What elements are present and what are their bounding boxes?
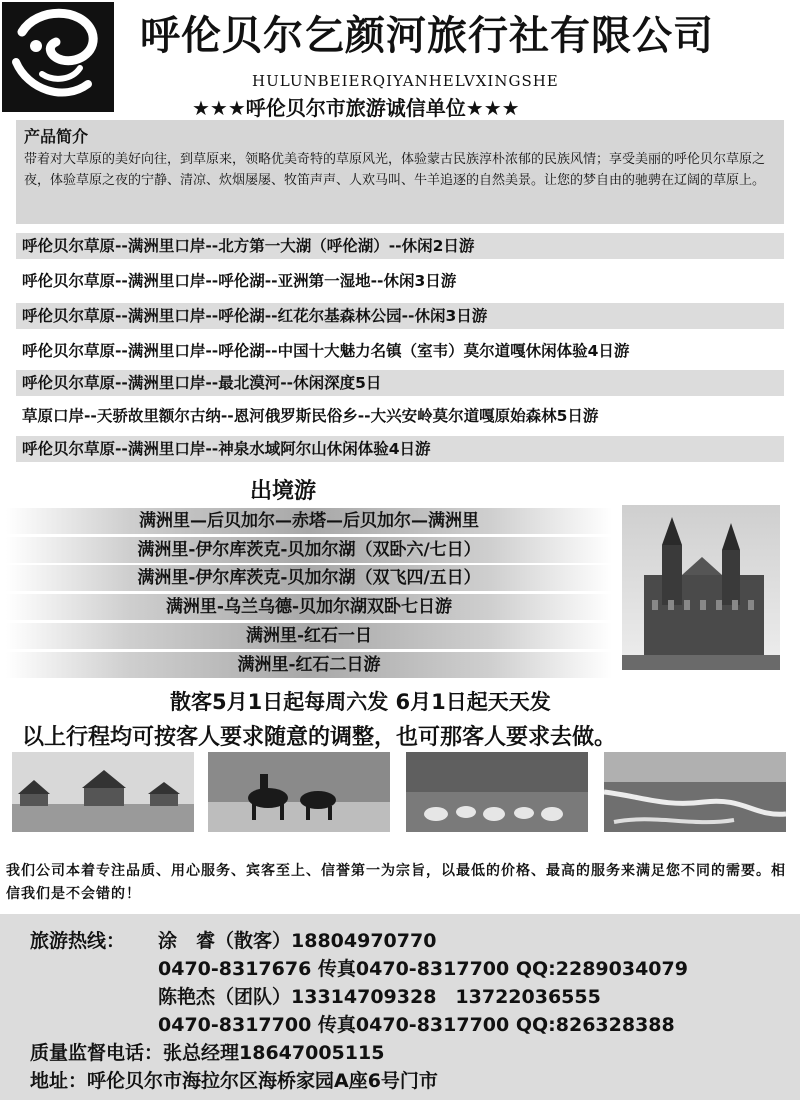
contact-footer [0,914,800,1100]
route-item: 呼伦贝尔草原--满洲里口岸--呼伦湖--亚洲第一湿地--休闲3日游 [16,268,784,294]
intro-body: 带着对大草原的美好向往，到草原来，领略优美奇特的草原风光，体验蒙古民族淳朴浓郁的民族风情；享受美丽的呼伦贝尔草原之夜，体验草原之夜的宁静、清凉、炊烟屡屡、牧笛声声、人欢马叫、牛羊追逐的自然美景。让您的梦自由的驰骋在辽阔的草原上。 [24,152,766,188]
mongolian-buildings-photo [12,752,194,832]
route-item: 呼伦贝尔草原--满洲里口岸--神泉水域阿尔山休闲体验4日游 [16,436,784,462]
schedule-notice: 散客5月1日起每周六发 6月1日起天天发 [170,690,551,714]
address: 地址：呼伦贝尔市海拉尔区海桥家园A座6号门市 [30,1070,438,1092]
contact-line: 陈艳杰（团队）13314709328 13722036555 [158,986,601,1008]
route-item: 呼伦贝尔草原--满洲里口岸--呼伦湖--中国十大魅力名镇（室韦）莫尔道嘎休闲体验4日游 [16,338,784,364]
grassland-river-photo [604,752,786,832]
outbound-item: 满洲里-红石一日 [6,623,612,649]
outbound-item: 满洲里-伊尔库茨克-贝加尔湖（双飞四/五日） [6,565,612,591]
outbound-item: 满洲里-伊尔库茨克-贝加尔湖（双卧六/七日） [6,537,612,563]
company-pinyin: HULUNBEIERQIYANHELVXINGSHE [252,72,559,90]
contact-line: 0470-8317700 传真0470-8317700 QQ:826328388 [158,1014,675,1036]
company-philosophy: 我们公司本着专注品质、用心服务、宾客至上、信誉第一为宗旨，以最低的价格、最高的服务来满足您不同的需要。相信我们是不会错的！ [6,863,786,902]
slogan: ★★★呼伦贝尔市旅游诚信单位★★★ [192,96,520,120]
custom-itinerary-notice: 以上行程均可按客人要求随意的调整，也可那客人要求去做。 [22,725,617,750]
supervision-phone: 质量监督电话：张总经理18647005115 [30,1042,385,1064]
route-item: 呼伦贝尔草原--满洲里口岸--最北漠河--休闲深度5日 [16,370,784,396]
outbound-item: 满洲里-红石二日游 [6,652,612,678]
route-item: 草原口岸--天骄故里额尔古纳--恩河俄罗斯民俗乡--大兴安岭莫尔道嘎原始森林5日游 [16,403,784,429]
horse-riding-photo [208,752,390,832]
outbound-item: 满洲里-乌兰乌德-贝加尔湖双卧七日游 [6,594,612,620]
company-logo [2,2,114,112]
contact-line: 涂 睿（散客）18804970770 [158,930,437,952]
route-item: 呼伦贝尔草原--满洲里口岸--北方第一大湖（呼伦湖）--休闲2日游 [16,233,784,259]
hotline-label: 旅游热线： [30,930,126,952]
contact-line: 0470-8317676 传真0470-8317700 QQ:2289034079 [158,958,688,980]
route-item: 呼伦贝尔草原--满洲里口岸--呼伦湖--红花尔基森林公园--休闲3日游 [16,303,784,329]
company-name: 呼伦贝尔乞颜河旅行社有限公司 [140,13,714,59]
product-intro [16,120,784,224]
outbound-title: 出境游 [250,479,317,504]
yurt-camp-photo [406,752,588,832]
outbound-item: 满洲里—后贝加尔—赤塔—后贝加尔—满洲里 [6,508,612,534]
kremlin-photo [622,505,780,670]
intro-title: 产品简介 [24,127,89,146]
